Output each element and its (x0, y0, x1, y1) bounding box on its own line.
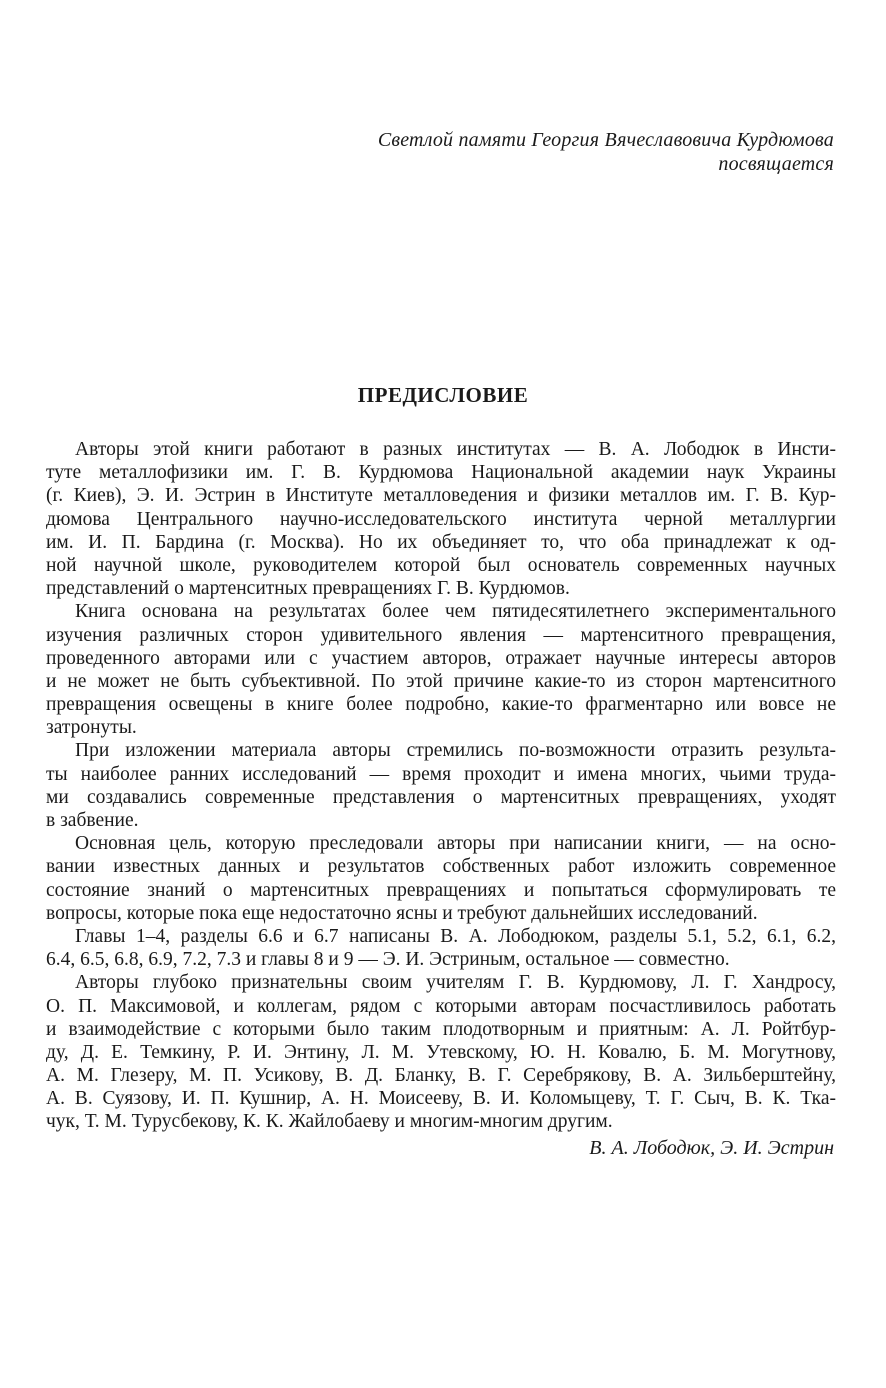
text-line: Книга основана на результатах более чем пятидесятилетнего экспериментального (75, 601, 836, 623)
paragraph (46, 925, 836, 971)
text-line: При изложении материала авторы стремились по-возможности отразить результа- (75, 740, 836, 762)
text-line: А. М. Глезеру, М. П. Усикову, В. Д. Бланку, В. Г. Серебрякову, В. А. Зильберштейну, (46, 1065, 836, 1087)
text-line: А. В. Суязову, И. П. Кушнир, А. Н. Моисееву, В. И. Коломыцеву, Т. Г. Сыч, В. К. Тка- (46, 1088, 836, 1110)
text-line: им. И. П. Бардина (г. Москва). Но их объединяет то, что оба принадлежат к од- (46, 531, 836, 553)
text-line: и не может не быть субъективной. По этой причине какие-то из сторон мартенситного (46, 670, 836, 692)
text-line: туте металлофизики им. Г. В. Курдюмова Национальной академии наук Украины (46, 462, 836, 484)
text-line: превращения освещены в книге более подробно, какие-то фрагментарно или вовсе не (46, 694, 836, 716)
text-line: изучения различных сторон удивительного явления — мартенситного превращения, (46, 624, 836, 646)
text-line: Авторы глубоко признательны своим учителям Г. В. Курдюмову, Л. Г. Хандросу, (75, 972, 836, 994)
text-line: Авторы этой книги работают в разных институтах — В. А. Лободюк в Инсти- (75, 439, 836, 460)
text-line: и взаимодействие с которыми было таким плодотворным и приятным: А. Л. Ройтбур- (46, 1018, 836, 1040)
text-line: чук, Т. М. Турусбекову, К. К. Жайлобаеву и многим-многим другим. (46, 1111, 613, 1133)
text-line: проведенного авторами или с участием авторов, отражает научные интересы авторов (46, 647, 836, 669)
text-line: Основная цель, которую преследовали авторы при написании книги, — на осно- (75, 833, 836, 855)
text-line: ты наиболее ранних исследований — время проходит и имена многих, чьими труда- (46, 763, 836, 785)
page-title: ПРЕДИСЛОВИЕ (357, 383, 529, 407)
text-line: 6.4, 6.5, 6.8, 6.9, 7.2, 7.3 и главы 8 и 9 — Э. И. Эстриным, остальное — совместно. (46, 949, 730, 971)
paragraph (46, 739, 836, 832)
dedication-line-2: посвящается (718, 153, 834, 175)
paragraph (46, 832, 836, 925)
text-line: затронуты. (46, 717, 137, 739)
dedication-line-1: Светлой памяти Георгия Вячеславовича Курдюмова (377, 129, 834, 151)
text-line: О. П. Максимовой, и коллегам, рядом с которыми авторам посчастливилось работать (46, 995, 836, 1017)
text-line: ной научной школе, руководителем которой был основатель современных научных (46, 554, 836, 576)
text-line: состояние знаний о мартенситных превращениях и попытаться сформулировать те (46, 879, 836, 901)
text-line: Главы 1–4, разделы 6.6 и 6.7 написаны В. А. Лободюком, разделы 5.1, 5.2, 6.1, 6.2, (75, 925, 836, 947)
text-line: в забвение. (46, 810, 139, 831)
text-line: представлений о мартенситных превращениях Г. В. Курдюмов. (46, 578, 570, 600)
text-line: вании известных данных и результатов собственных работ изложить современное (46, 856, 836, 878)
paragraph (46, 971, 836, 1133)
text-line: (г. Киев), Э. И. Эстрин в Институте металловедения и физики металлов им. Г. В. Кур- (46, 485, 836, 507)
authors-signature: В. А. Лободюк, Э. И. Эстрин (589, 1137, 834, 1159)
text-line: ду, Д. Е. Темкину, Р. И. Энтину, Л. М. Утевскому, Ю. Н. Ковалю, Б. М. Могутнову, (46, 1041, 836, 1063)
text-line: вопросы, которые пока еще недостаточно ясны и требуют дальнейших исследований. (46, 902, 758, 924)
text-line: дюмова Центрального научно-исследовательского института черной металлургии (46, 508, 836, 530)
preface-body (46, 438, 836, 1134)
dedication (300, 128, 834, 176)
paragraph (46, 600, 836, 739)
text-line: ми создавались современные представления о мартенситных превращениях, уходят (46, 786, 836, 808)
paragraph (46, 438, 836, 600)
